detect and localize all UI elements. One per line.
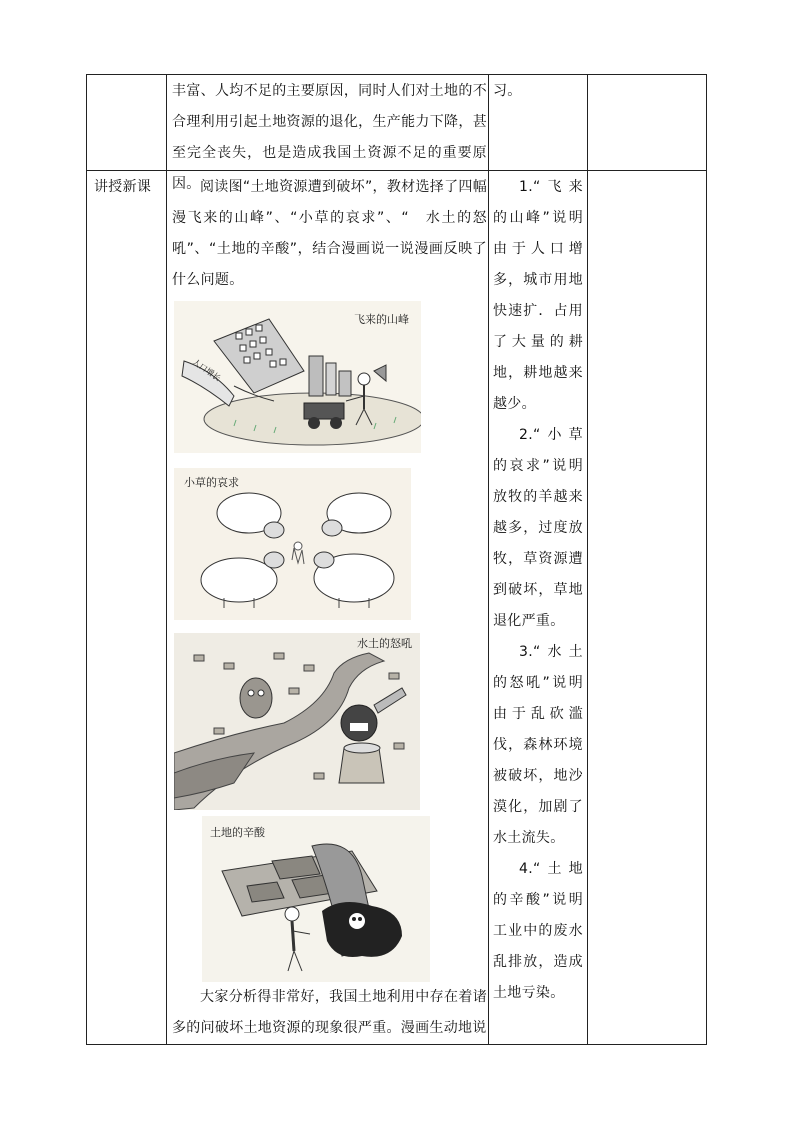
- table-bottom-border: [86, 1044, 707, 1045]
- answer-item: 4.“土地的辛酸”说明工业中的废水乱排放，造成土地亏染。: [493, 861, 583, 1001]
- grass-plea-comic: [174, 468, 411, 620]
- water-soil-roar-caption: 水土的怒吼: [357, 637, 412, 650]
- grass-plea-caption: 小草的哀求: [184, 476, 239, 489]
- table-left-border: [86, 74, 87, 1045]
- table-top-border: [86, 74, 707, 75]
- table-right-border: [706, 74, 707, 1045]
- flying-mountain-comic: [174, 301, 421, 453]
- intro-paragraph: 阅读图“土地资源遭到破坏”，教材选择了四幅漫飞来的山峰”、“小草的哀求”、“ 水土的怒吼”、“土地的辛酸”，结合漫画说一说漫画反映了什么问题。: [172, 179, 487, 288]
- column-divider-3: [587, 74, 588, 1045]
- conclusion-paragraph: 大家分析得非常好，我国土地利用中存在着诸多的问破坏土地资源的现象很严重。漫画生动地说: [172, 989, 487, 1036]
- answer-item: 1.“飞来的山峰”说明由于人口增多，城市用地快速扩．占用了大量的耕地，耕地越来越少。: [493, 179, 583, 412]
- answer-item: 2.“小草的哀求”说明放牧的羊越来越多，过度放牧，草资源遭到破坏，草地退化严重。: [493, 427, 583, 629]
- land-bitterness-caption: 土地的辛酸: [210, 826, 265, 839]
- section-label: 讲授新课: [94, 179, 152, 195]
- row1-paragraph: 丰富、人均不足的主要原因，同时人们对土地的不合理利用引起土地资源的退化，生产能力下降，甚至完全丧失，也是造成我国土资源不足的重要原因。: [172, 83, 487, 192]
- polluted-land-drawing: [202, 816, 430, 982]
- row1-activity: [493, 76, 583, 107]
- conclusion-block: [172, 982, 487, 1044]
- erosion-drawing: [174, 633, 420, 810]
- column-divider-1: [166, 74, 167, 1045]
- row1-activity-text: 习。: [493, 83, 522, 99]
- land-bitterness-comic: [202, 816, 430, 982]
- population-sign: 人口增长: [190, 357, 223, 383]
- water-soil-roar-comic: [174, 633, 420, 810]
- flying-mountain-caption: 飞来的山峰: [354, 313, 409, 326]
- answer-item: 3.“水土的怒吼”说明由于乱砍滥伐，森林环境被破坏，地沙漠化，加剧了水土流失。: [493, 644, 583, 846]
- answers-column: [493, 172, 583, 1009]
- sheep-drawing: [174, 468, 411, 620]
- column-divider-2: [488, 74, 489, 1045]
- intro-block: [172, 172, 487, 296]
